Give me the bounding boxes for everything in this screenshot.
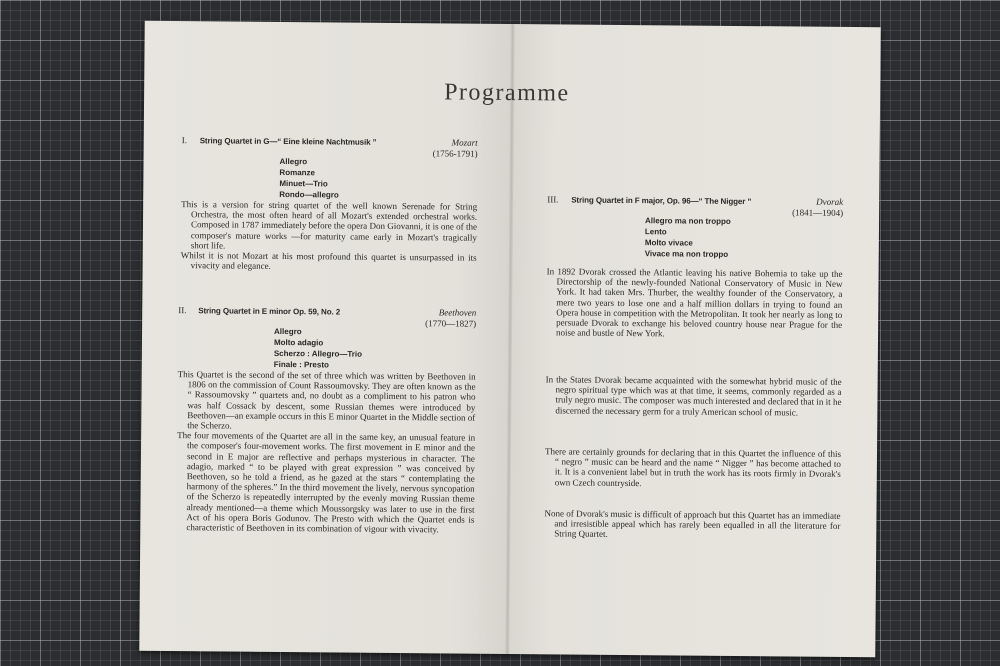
work-title: String Quartet in E minor Op. 59, No. 2: [198, 306, 341, 317]
note-paragraph: This is a version for string quartet of the well known Serenade for String Orchestra, the most often heard of all Mozart's extended orchestral works. Composed in 1787 immediately before the opera Don Giovanni, it is one of the composer's mature works —for maturity came early in Mozart's tragically short life.: [181, 199, 478, 251]
movement-item: Romanze: [279, 167, 316, 178]
note-paragraph: In the States Dvorak became acquainted with the somewhat hybrid music of the negro spiritual type which was at that time, it seems, commonly regarded as a truly negro music. The composer was much interested and declared that in it he discerned the necessary germ for a truly American school of music.: [545, 374, 842, 418]
programme-note: [181, 199, 478, 273]
movement-item: Molto vivace: [644, 238, 693, 248]
item-numeral: II.: [178, 305, 187, 316]
right-page: [507, 24, 880, 657]
movement-item: Rondo—allegro: [279, 189, 339, 200]
movement-item: Scherzo : Allegro—Trio: [273, 348, 363, 359]
movement-item: Molto adagio: [273, 337, 324, 348]
composer-dates: (1841—1904): [792, 207, 844, 218]
note-paragraph: The four movements of the Quartet are all in the same key, an unusual feature in the composer's four-movement works. The first movement in E minor and the second in E major are reflective and perhaps mysterious in character. The adagio, marked “ to be played with great expression ” was conceived by Beethoven, so he told a friend, as he gazed at the stars “ contemplating the harmony of the spheres.” In the third movement the lively, nervous syncopation of the Scherzo is repeatedly interrupted by the evenly moving Russian theme already mentioned—a theme which Moussorgsky was later to use in the first Act of his opera Boris Godunov. The Presto with which the Quartet ends is characteristic of Beethoven in its combination of vigour with vivacity.: [177, 430, 476, 535]
programme-sheet: [139, 21, 880, 657]
work-title: String Quartet in F major, Op. 96—“ The Nigger ”: [571, 195, 752, 207]
programme-note: [545, 374, 841, 417]
note-paragraph: None of Dvorak's music is difficult of approach but this Quartet has an immediate and irresistible appeal which has rarely been equalled in all the literature for String Quartet.: [544, 508, 841, 540]
movement-item: Lento: [644, 227, 667, 237]
movement-list: [279, 156, 339, 201]
note-paragraph: This Quartet is the second of the set of three which was written by Beethoven in 1806 on the commission of Count Rassoumovsky. They are often known as the “ Rassoumovsky ” quartets and, no doubt as a compliment to his patron who was half Cossack by descent, some Russian themes were introduced by Beethoven—an example occurs in this E minor Quartet in the Middle section of the Scherzo.: [177, 369, 476, 431]
note-paragraph: In 1892 Dvorak crossed the Atlantic leaving his native Bohemia to take up the Directorship of the newly-founded National Conservatory of Music in New York. It had taken Mrs. Thurber, the wealthy founder of the Conservatory, a mere two years to lose one and a half million dollars in trying to found an Opera house in competition with the Metropolitan. It took her nearly as long to persuade Dvorak to exchange his beloved country house near Prague for the noise and bustle of New York.: [546, 266, 843, 339]
programme-note: [544, 508, 840, 541]
movement-item: Allegro: [279, 156, 308, 167]
item-numeral: I.: [181, 135, 188, 146]
item-numeral: III.: [547, 194, 559, 205]
movement-item: Finale : Presto: [273, 359, 329, 370]
work-title: String Quartet in G—“ Eine kleine Nachtmusik ”: [199, 136, 377, 147]
movement-item: Allegro: [274, 326, 302, 337]
programme-title: Programme: [444, 79, 570, 107]
movement-list: [645, 215, 731, 260]
movement-item: Allegro ma non troppo: [644, 216, 731, 226]
programme-note: [176, 369, 475, 535]
composer-name: Dvorak: [816, 196, 844, 207]
note-paragraph: There are certainly grounds for declaring that in this Quartet the influence of this “ negro ” music can be heard and the name “ Nigger ” has become attached to it. It is a convenient label but in truth the work has its roots firmly in Dvorak's own Czech countryside.: [544, 446, 842, 488]
note-paragraph: Whilst it is not Mozart at his most profound this quartet is unsurpassed in its vivacity and elegance.: [180, 250, 477, 272]
programme-note: [545, 446, 841, 489]
programme-note: [546, 266, 843, 340]
composer-dates: (1756-1791): [432, 148, 478, 159]
movement-item: Vivace ma non troppo: [644, 249, 729, 259]
movement-list: [274, 326, 363, 371]
movement-item: Minuet—Trio: [279, 178, 328, 189]
composer-dates: (1770—1827): [425, 318, 477, 329]
composer-name: Beethoven: [438, 307, 477, 318]
composer-name: Mozart: [451, 137, 478, 148]
